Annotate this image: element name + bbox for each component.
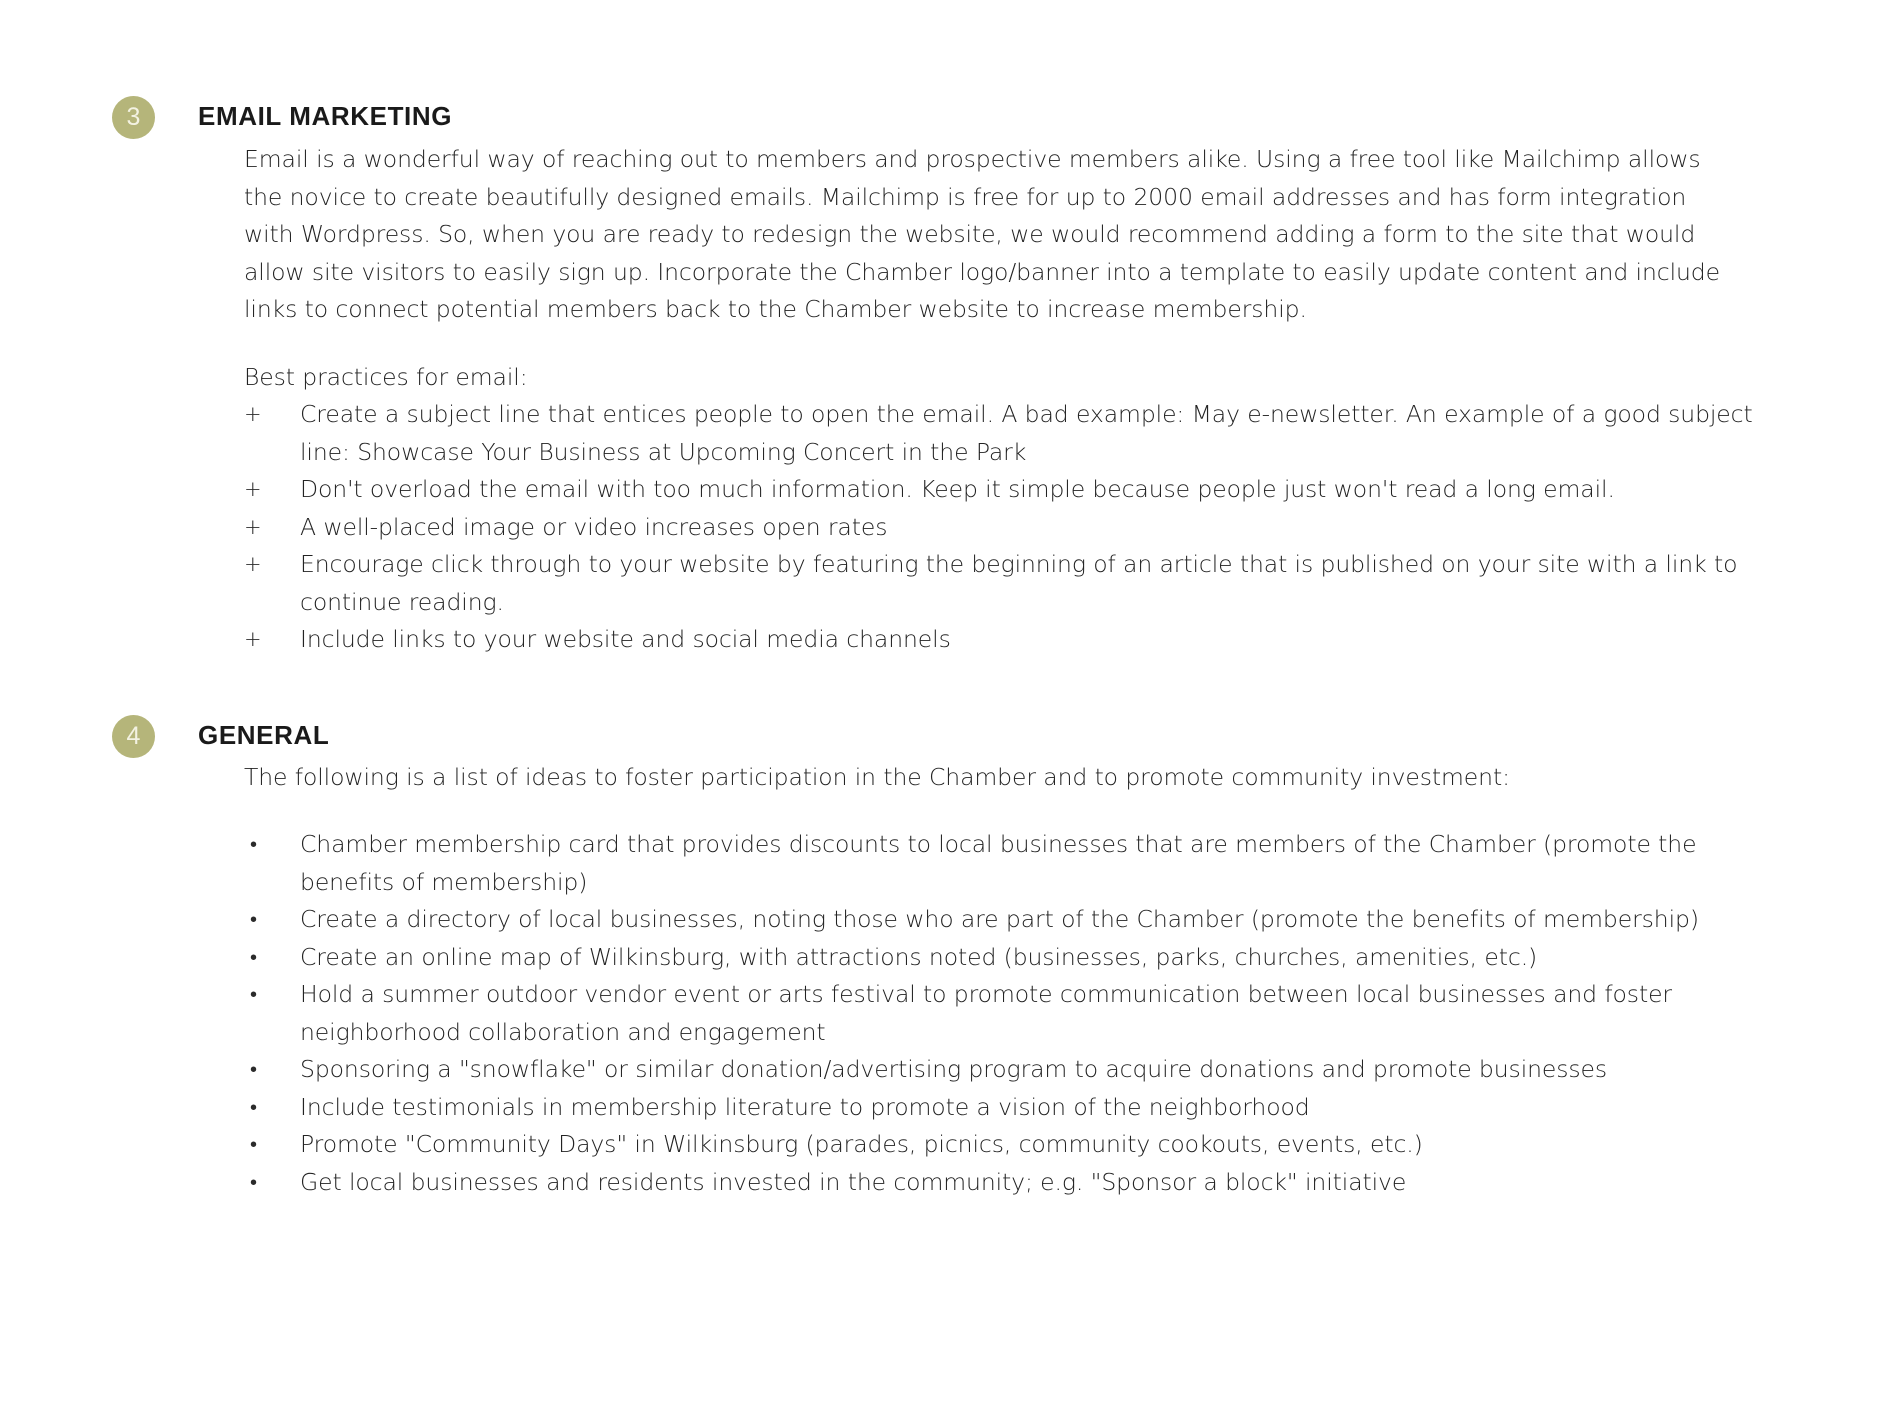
section-header bbox=[0, 96, 1904, 140]
section-title: GENERAL bbox=[198, 719, 330, 750]
list-item bbox=[0, 471, 1904, 509]
dot-bullet-icon: • bbox=[250, 944, 257, 969]
plus-bullet-icon: + bbox=[244, 627, 262, 651]
plus-bullet-icon: + bbox=[244, 514, 262, 539]
list-item bbox=[0, 1164, 1904, 1202]
section-general bbox=[0, 659, 1904, 1202]
list-item bbox=[0, 546, 1904, 621]
list-item-text: Chamber membership card that provides discounts to local businesses that are members of the Chamber (promote the benefits of membership) bbox=[300, 830, 1697, 896]
dot-bullet-icon: • bbox=[250, 1057, 257, 1081]
list-item bbox=[0, 901, 1904, 939]
list-item bbox=[0, 826, 1904, 901]
list-item bbox=[0, 1089, 1904, 1127]
plus-bullet-icon: + bbox=[244, 477, 262, 501]
list-item-text: A well-placed image or video increases open rates bbox=[300, 512, 888, 541]
dot-bullet-icon: • bbox=[250, 982, 257, 1006]
general-ideas-list bbox=[0, 826, 1904, 1201]
list-item bbox=[0, 1051, 1904, 1089]
list-item bbox=[0, 939, 1904, 977]
section-intro-paragraph: Email is a wonderful way of reaching out to members and prospective members alike. Using a free tool like Mailchimp allows the novice to create beautifully designed emails. Mailchimp is free for up to 2000 email addresses and has form integration with Wordpress. So, when you are ready to redesign the website, we would recommend adding a form to the site that would allow site visitors to easily sign up. Incorporate the Chamber logo/banner into a template to easily update content and include links to connect potential members back to the Chamber website to increase membership. bbox=[244, 145, 1720, 323]
list-item-text: Get local businesses and residents invested in the community; e.g. "Sponsor a block" initiative bbox=[300, 1167, 1407, 1196]
section-title: EMAIL MARKETING bbox=[198, 101, 453, 131]
dot-bullet-icon: • bbox=[250, 1094, 257, 1119]
list-item-text: Encourage click through to your website by featuring the beginning of an article that is published on your site with a link to continue reading. bbox=[300, 550, 1738, 616]
section-number-badge: 4 bbox=[112, 715, 155, 758]
list-item-text: Hold a summer outdoor vendor event or arts festival to promote communication between local businesses and foster neighborhood collaboration and engagement bbox=[300, 980, 1672, 1046]
plus-bullet-icon: + bbox=[244, 552, 262, 576]
list-item-text: Sponsoring a "snowflake" or similar donation/advertising program to acquire donations and promote businesses bbox=[300, 1055, 1608, 1083]
section-email-marketing bbox=[0, 0, 1904, 659]
best-practices-lead: Best practices for email: bbox=[244, 362, 528, 391]
plus-bullet-icon: + bbox=[244, 402, 262, 426]
list-item bbox=[0, 396, 1904, 471]
section-header bbox=[0, 715, 1904, 759]
list-item bbox=[0, 509, 1904, 547]
list-item bbox=[0, 621, 1904, 659]
dot-bullet-icon: • bbox=[250, 832, 257, 856]
paragraph-spacer bbox=[0, 329, 1904, 359]
list-item-text: Create a directory of local businesses, noting those who are part of the Chamber (promote the benefits of membership) bbox=[300, 905, 1699, 933]
section-number-badge: 3 bbox=[112, 96, 155, 139]
section-intro-paragraph: The following is a list of ideas to foster participation in the Chamber and to promote community investment: bbox=[244, 762, 1510, 791]
list-item-text: Create an online map of Wilkinsburg, with attractions noted (businesses, parks, churches, amenities, etc.) bbox=[300, 942, 1538, 971]
dot-bullet-icon: • bbox=[250, 907, 257, 931]
list-item-text: Promote "Community Days" in Wilkinsburg (parades, picnics, community cookouts, events, etc.) bbox=[300, 1130, 1423, 1158]
list-item bbox=[0, 976, 1904, 1051]
list-item-text: Include links to your website and social media channels bbox=[300, 625, 951, 653]
list-item-text: Create a subject line that entices people to open the email. A bad example: May e-newsletter. An example of a good subject line: Showcase Your Business at Upcoming Concert in the Park bbox=[300, 400, 1753, 466]
dot-bullet-icon: • bbox=[250, 1169, 257, 1194]
dot-bullet-icon: • bbox=[250, 1132, 257, 1156]
list-item-text: Include testimonials in membership literature to promote a vision of the neighborhood bbox=[300, 1092, 1310, 1121]
email-best-practices-list bbox=[0, 396, 1904, 659]
list-item-text: Don't overload the email with too much information. Keep it simple because people just won't read a long email. bbox=[300, 475, 1615, 503]
list-item bbox=[0, 1126, 1904, 1164]
